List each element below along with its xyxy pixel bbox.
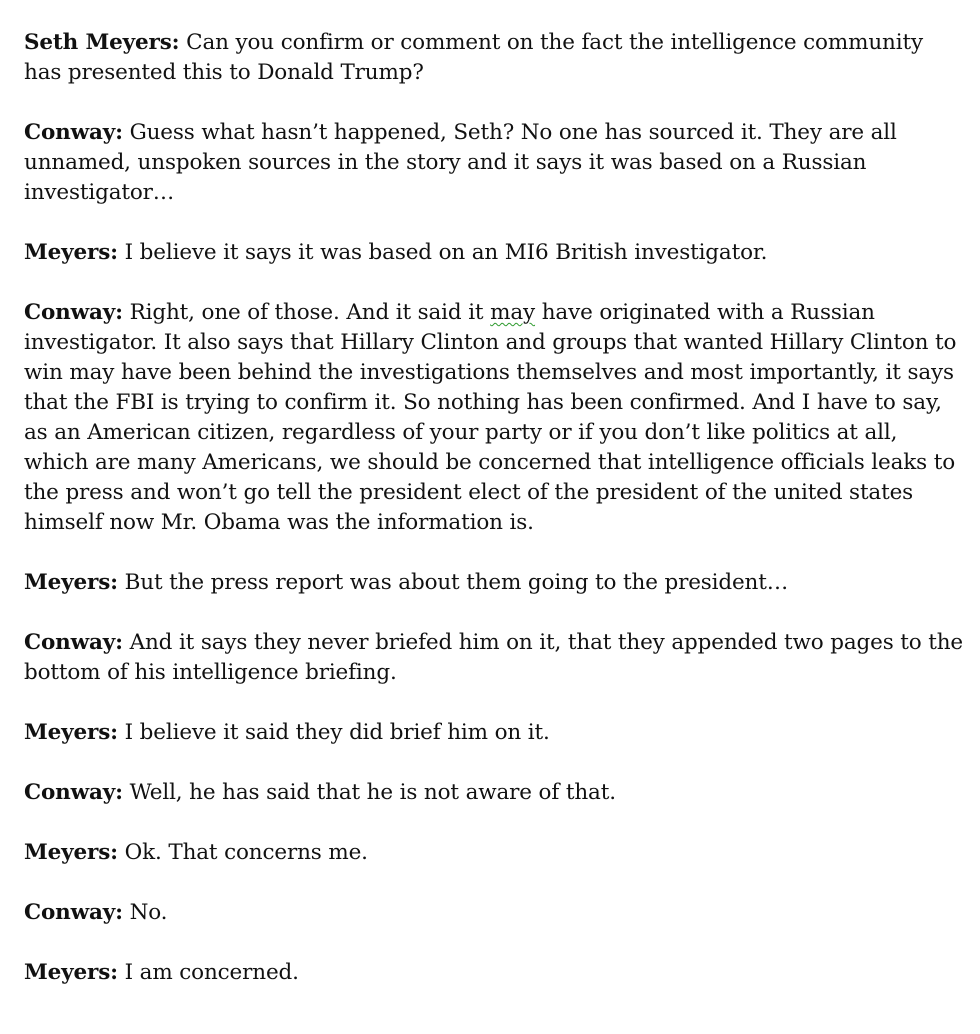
speaker-name: Conway: — [24, 120, 123, 145]
transcript-paragraph — [24, 628, 964, 688]
dialogue-text: Right, one of those. And it said it — [122, 300, 491, 325]
transcript-document — [24, 28, 964, 1018]
speaker-name: Meyers: — [24, 840, 118, 865]
speaker-name: Meyers: — [24, 240, 118, 265]
transcript-paragraph — [24, 898, 964, 928]
transcript-paragraph — [24, 838, 964, 868]
dialogue-text: Well, he has said that he is not aware of that. — [122, 780, 616, 805]
dialogue-text: Can you confirm or comment on the fact the intelligence community has presented this to Donald Trump? — [24, 30, 923, 85]
transcript-paragraph — [24, 778, 964, 808]
transcript-paragraph — [24, 958, 964, 988]
spellcheck-flagged-word: may — [490, 300, 536, 325]
transcript-paragraph — [24, 28, 964, 88]
dialogue-text: I believe it says it was based on an MI6 British investigator. — [117, 240, 768, 265]
dialogue-text: Ok. That concerns me. — [117, 840, 368, 865]
speaker-name: Meyers: — [24, 960, 118, 985]
speaker-name: Seth Meyers: — [24, 30, 180, 55]
speaker-name: Conway: — [24, 900, 123, 925]
transcript-paragraph — [24, 568, 964, 598]
dialogue-text: have originated with a Russian investigator. It also says that Hillary Clinton and groups that wanted Hillary Clinton to win may have been behind the investigations themselves and most importantly, it says that the FBI is trying to confirm it. So nothing has been confirmed. And I have to say, as an American citizen, regardless of your party or if you don’t like politics at all, which are many Americans, we should be concerned that intelligence officials leaks to the press and won’t go tell the president elect of the president of the united states himself now Mr. Obama was the information is. — [24, 300, 957, 535]
transcript-paragraph — [24, 238, 964, 268]
speaker-name: Meyers: — [24, 570, 118, 595]
dialogue-text: I am concerned. — [117, 960, 299, 985]
dialogue-text: I believe it said they did brief him on it. — [117, 720, 550, 745]
dialogue-text: No. — [122, 900, 168, 925]
transcript-paragraph — [24, 298, 964, 538]
dialogue-text: Guess what hasn’t happened, Seth? No one has sourced it. They are all unnamed, unspoken sources in the story and it says it was based on a Russian investigator… — [24, 120, 897, 205]
dialogue-text: And it says they never briefed him on it, that they appended two pages to the bottom of his intelligence briefing. — [24, 630, 963, 685]
dialogue-text: But the press report was about them going to the president… — [117, 570, 789, 595]
speaker-name: Conway: — [24, 630, 123, 655]
speaker-name: Conway: — [24, 780, 123, 805]
transcript-paragraph — [24, 718, 964, 748]
speaker-name: Conway: — [24, 300, 123, 325]
transcript-paragraph — [24, 118, 964, 208]
speaker-name: Meyers: — [24, 720, 118, 745]
